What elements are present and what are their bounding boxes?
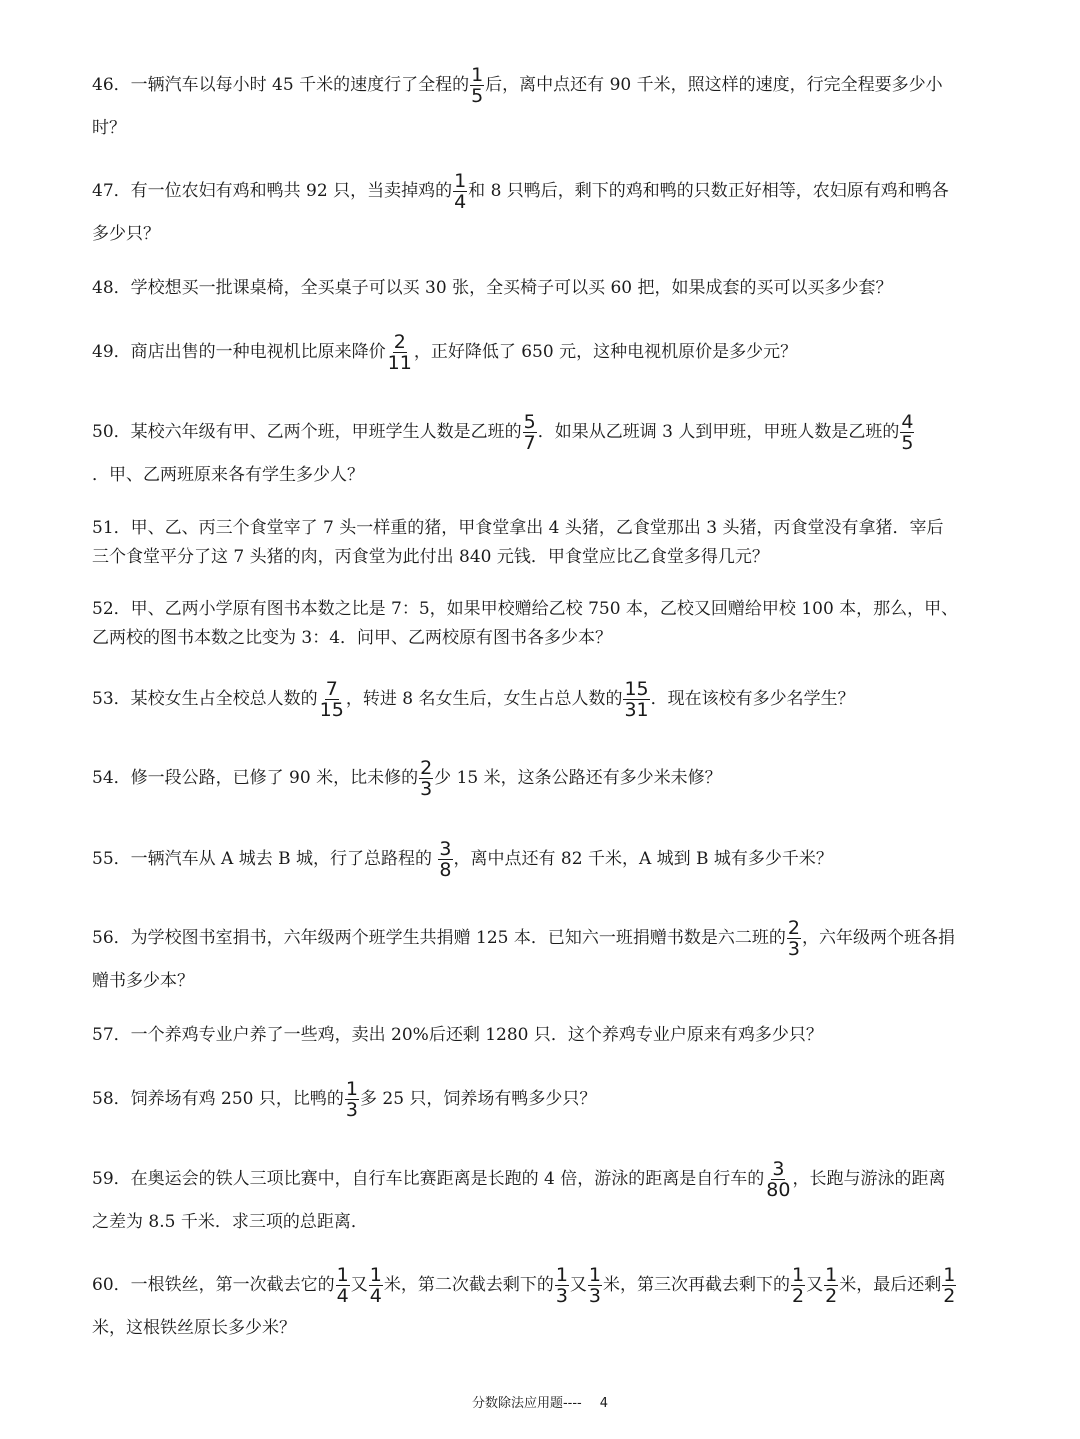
fraction: $\frac{1}{3}$ xyxy=(588,1263,602,1307)
question-46: 46．一辆汽车以每小时 45 千米的速度行了全程的 $\frac{1}{5}$ 后，离中点还有 90 千米，照这样的速度，行完全程要多少小 时？ xyxy=(92,63,943,138)
question-52: 52．甲、乙两小学原有图书本数之比是 7：5，如果甲校赠给乙校 750 本，乙校又回赠给甲校 100 本，那么，甲、 乙两校的图书本数之比变为 3：4．问甲、乙两校原有图书各多少本？ xyxy=(92,599,959,648)
question-53: 53．某校女生占全校总人数的 $\frac{7}{15}$ ，转进 8 名女生后，女生占总人数的 $\frac{15}{31}$ ．现在该校有多少名学生？ xyxy=(92,677,855,721)
fraction: $\frac{2}{3}$ xyxy=(787,916,800,960)
question-60: 60．一根铁丝，第一次截去它的 $\frac{1}{4}$ 又 $\frac{1}{4}$ 米，第二次截去剩下的 $\frac{1}{3}$ 又 $\frac{1}{3}$ 米，第三次再截去剩下的 $\frac{1}{2}$ 又 $\frac{1}{2}$ 米，最后还剩 $\frac{1}{2}$ 米，这根铁丝原长多少米？ xyxy=(92,1263,956,1338)
question-48: 48．学校想买一批课桌椅，全买桌子可以买 30 张，全买椅子可以买 60 把，如果成套的买可以买多少套？ xyxy=(92,278,893,298)
fraction: $\frac{5}{7}$ xyxy=(523,410,536,454)
fraction: $\frac{2}{11}$ xyxy=(387,330,412,374)
fraction: $\frac{1}{2}$ xyxy=(792,1263,805,1307)
question-58: 58．饲养场有鸡 250 只，比鸭的 $\frac{1}{3}$ 多 25 只，饲养场有鸭多少只？ xyxy=(92,1077,597,1121)
fraction: $\frac{1}{4}$ xyxy=(336,1263,349,1307)
fraction: $\frac{3}{80}$ xyxy=(766,1157,791,1201)
fraction: $\frac{1}{4}$ xyxy=(369,1263,382,1307)
footer-title: 分数除法应用题---- xyxy=(471,1396,582,1411)
fraction: $\frac{1}{3}$ xyxy=(345,1077,358,1121)
question-47: 47．有一位农妇有鸡和鸭共 92 只，当卖掉鸡的 $\frac{1}{4}$ 和 8 只鸭后，剩下的鸡和鸭的只数正好相等，农妇原有鸡和鸭各 多少只？ xyxy=(92,169,949,244)
fraction: $\frac{15}{31}$ xyxy=(624,677,649,721)
fraction: $\frac{3}{8}$ xyxy=(439,837,452,881)
question-54: 54．修一段公路，已修了 90 米，比未修的 $\frac{2}{3}$ 少 15 米，这条公路还有多少米未修？ xyxy=(92,756,722,800)
page-number: 4 xyxy=(599,1396,609,1411)
fraction: $\frac{1}{4}$ xyxy=(454,169,467,213)
fraction: $\frac{1}{2}$ xyxy=(825,1263,838,1307)
question-56: 56．为学校图书室捐书，六年级两个班学生共捐赠 125 本．已知六一班捐赠书数是六二班的 $\frac{2}{3}$ ，六年级两个班各捐 赠书多少本？ xyxy=(92,916,955,991)
fraction: $\frac{7}{15}$ xyxy=(319,677,344,721)
question-51: 51．甲、乙、丙三个食堂宰了 7 头一样重的猪，甲食堂拿出 4 头猪，乙食堂那出 3 头猪，丙食堂没有拿猪．宰后 三个食堂平分了这 7 头猪的肉，丙食堂为此付出 840 元钱．甲食堂应比乙食堂多得几元？ xyxy=(92,518,944,567)
fraction: $\frac{1}{5}$ xyxy=(471,63,484,107)
page-footer xyxy=(0,1392,1080,1411)
fraction: $\frac{2}{3}$ xyxy=(420,756,433,800)
question-55: 55．一辆汽车从 A 城去 B 城，行了总路程的 $\frac{3}{8}$ ，离中点还有 82 千米，A 城到 B 城有多少千米？ xyxy=(92,837,833,881)
question-49: 49．商店出售的一种电视机比原来降价 $\frac{2}{11}$ ，正好降低了 650 元，这种电视机原价是多少元？ xyxy=(92,330,798,374)
fraction: $\frac{4}{5}$ xyxy=(901,410,914,454)
fraction: $\frac{1}{2}$ xyxy=(943,1263,956,1307)
question-57: 57．一个养鸡专业户养了一些鸡，卖出 20%后还剩 1280 只．这个养鸡专业户原来有鸡多少只？ xyxy=(92,1025,823,1045)
question-59: 59．在奥运会的铁人三项比赛中，自行车比赛距离是长跑的 4 倍，游泳的距离是自行车的 $\frac{3}{80}$ ，长跑与游泳的距离 之差为 8.5 千米．求三项的总距离． xyxy=(92,1157,946,1232)
question-50: 50．某校六年级有甲、乙两个班，甲班学生人数是乙班的 $\frac{5}{7}$ ．如果从乙班调 3 人到甲班，甲班人数是乙班的 $\frac{4}{5}$ ．甲、乙两班原来各有学生多少人？ xyxy=(92,410,914,485)
fraction: $\frac{1}{3}$ xyxy=(555,1263,568,1307)
